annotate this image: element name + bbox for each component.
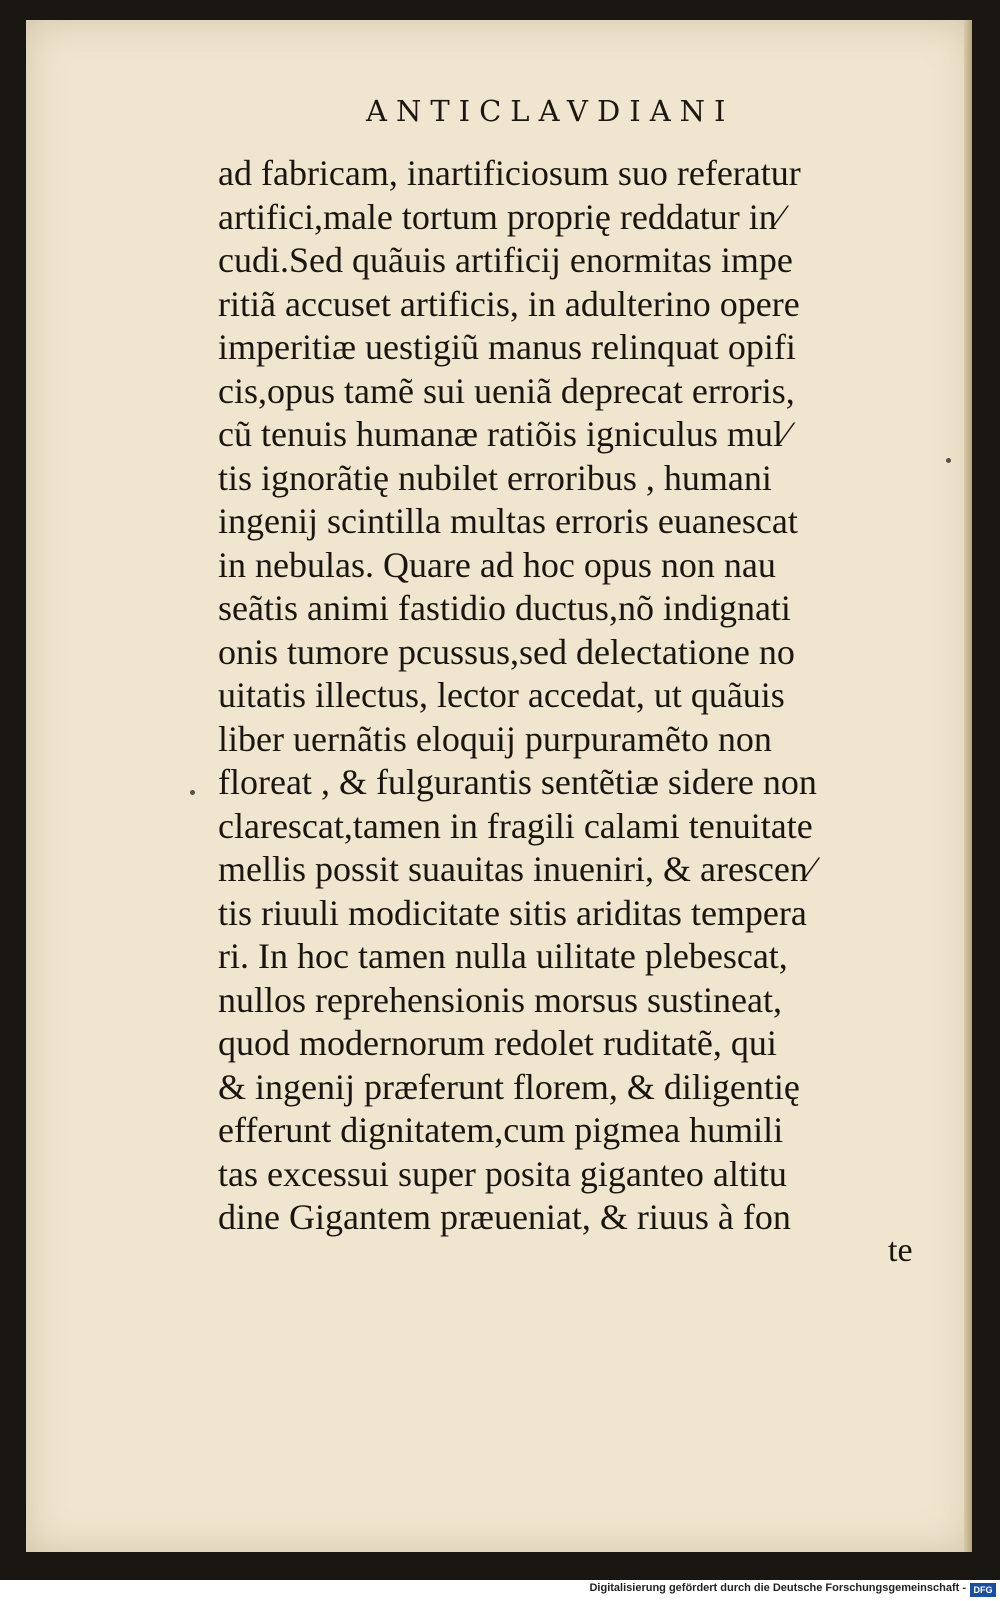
catchword: te: [888, 1232, 913, 1269]
text-line: tis riuuli modicitate sitis ariditas tempera: [218, 892, 807, 933]
text-line: cũ tenuis humanæ ratiõis igniculus mul⁄: [218, 414, 789, 454]
running-head: ANTICLAVDIANI: [366, 94, 735, 128]
text-line: ritiã accuset artificis, in adulterino opere: [218, 283, 800, 324]
text-line: mellis possit suauitas inueniri, & arescen⁄: [218, 849, 814, 889]
text-line: cis,opus tamẽ sui ueniã deprecat erroris,: [218, 370, 795, 411]
dfg-logo: DFG: [970, 1583, 996, 1597]
text-line: & ingenij præferunt florem, & diligentię: [218, 1066, 800, 1107]
footer-bar: [0, 1580, 1000, 1601]
book-page: [26, 20, 972, 1552]
text-line: onis tumore pcussus,sed delectatione no: [218, 631, 795, 672]
text-line: cudi.Sed quãuis artificij enormitas impe: [218, 240, 793, 280]
text-line: imperitiæ uestigiũ manus relinquat opifi: [218, 327, 796, 367]
page-edge: [964, 20, 972, 1552]
margin-dot: [190, 790, 195, 795]
text-line: in nebulas. Quare ad hoc opus non nau: [218, 544, 776, 585]
text-line: floreat , & fulgurantis sentẽtiæ sidere non: [218, 762, 817, 802]
text-line: liber uernãtis eloquij purpuramẽto non: [218, 718, 772, 759]
text-line: nullos reprehensionis morsus sustineat,: [218, 979, 782, 1020]
main-text-block: [218, 152, 918, 1240]
text-line: seãtis animi fastidio ductus,nõ indignati: [218, 588, 791, 628]
text-line: uitatis illectus, lector accedat, ut quãuis: [218, 675, 785, 715]
text-line: quod modernorum redolet ruditatẽ, qui: [218, 1023, 777, 1063]
text-line: tis ignorãtię nubilet erroribus , humani: [218, 457, 772, 498]
text-line: artifici,male tortum proprię reddatur in⁄: [218, 196, 783, 237]
text-line: tas excessui super posita giganteo altitu: [218, 1153, 787, 1194]
text-line: ingenij scintilla multas erroris euanescat: [218, 501, 798, 541]
text-line: dine Gigantem præueniat, & riuus à fon: [218, 1197, 791, 1237]
digitization-credit: Digitalisierung gefördert durch die Deutsche Forschungsgemeinschaft -: [589, 1582, 966, 1594]
text-line: clarescat,tamen in fragili calami tenuitate: [218, 805, 813, 846]
text-line: efferunt dignitatem,cum pigmea humili: [218, 1110, 784, 1150]
text-line: ad fabricam, inartificiosum suo referatur: [218, 153, 801, 193]
margin-dot: [946, 458, 951, 463]
text-line: ri. In hoc tamen nulla uilitate plebescat,: [218, 936, 788, 976]
